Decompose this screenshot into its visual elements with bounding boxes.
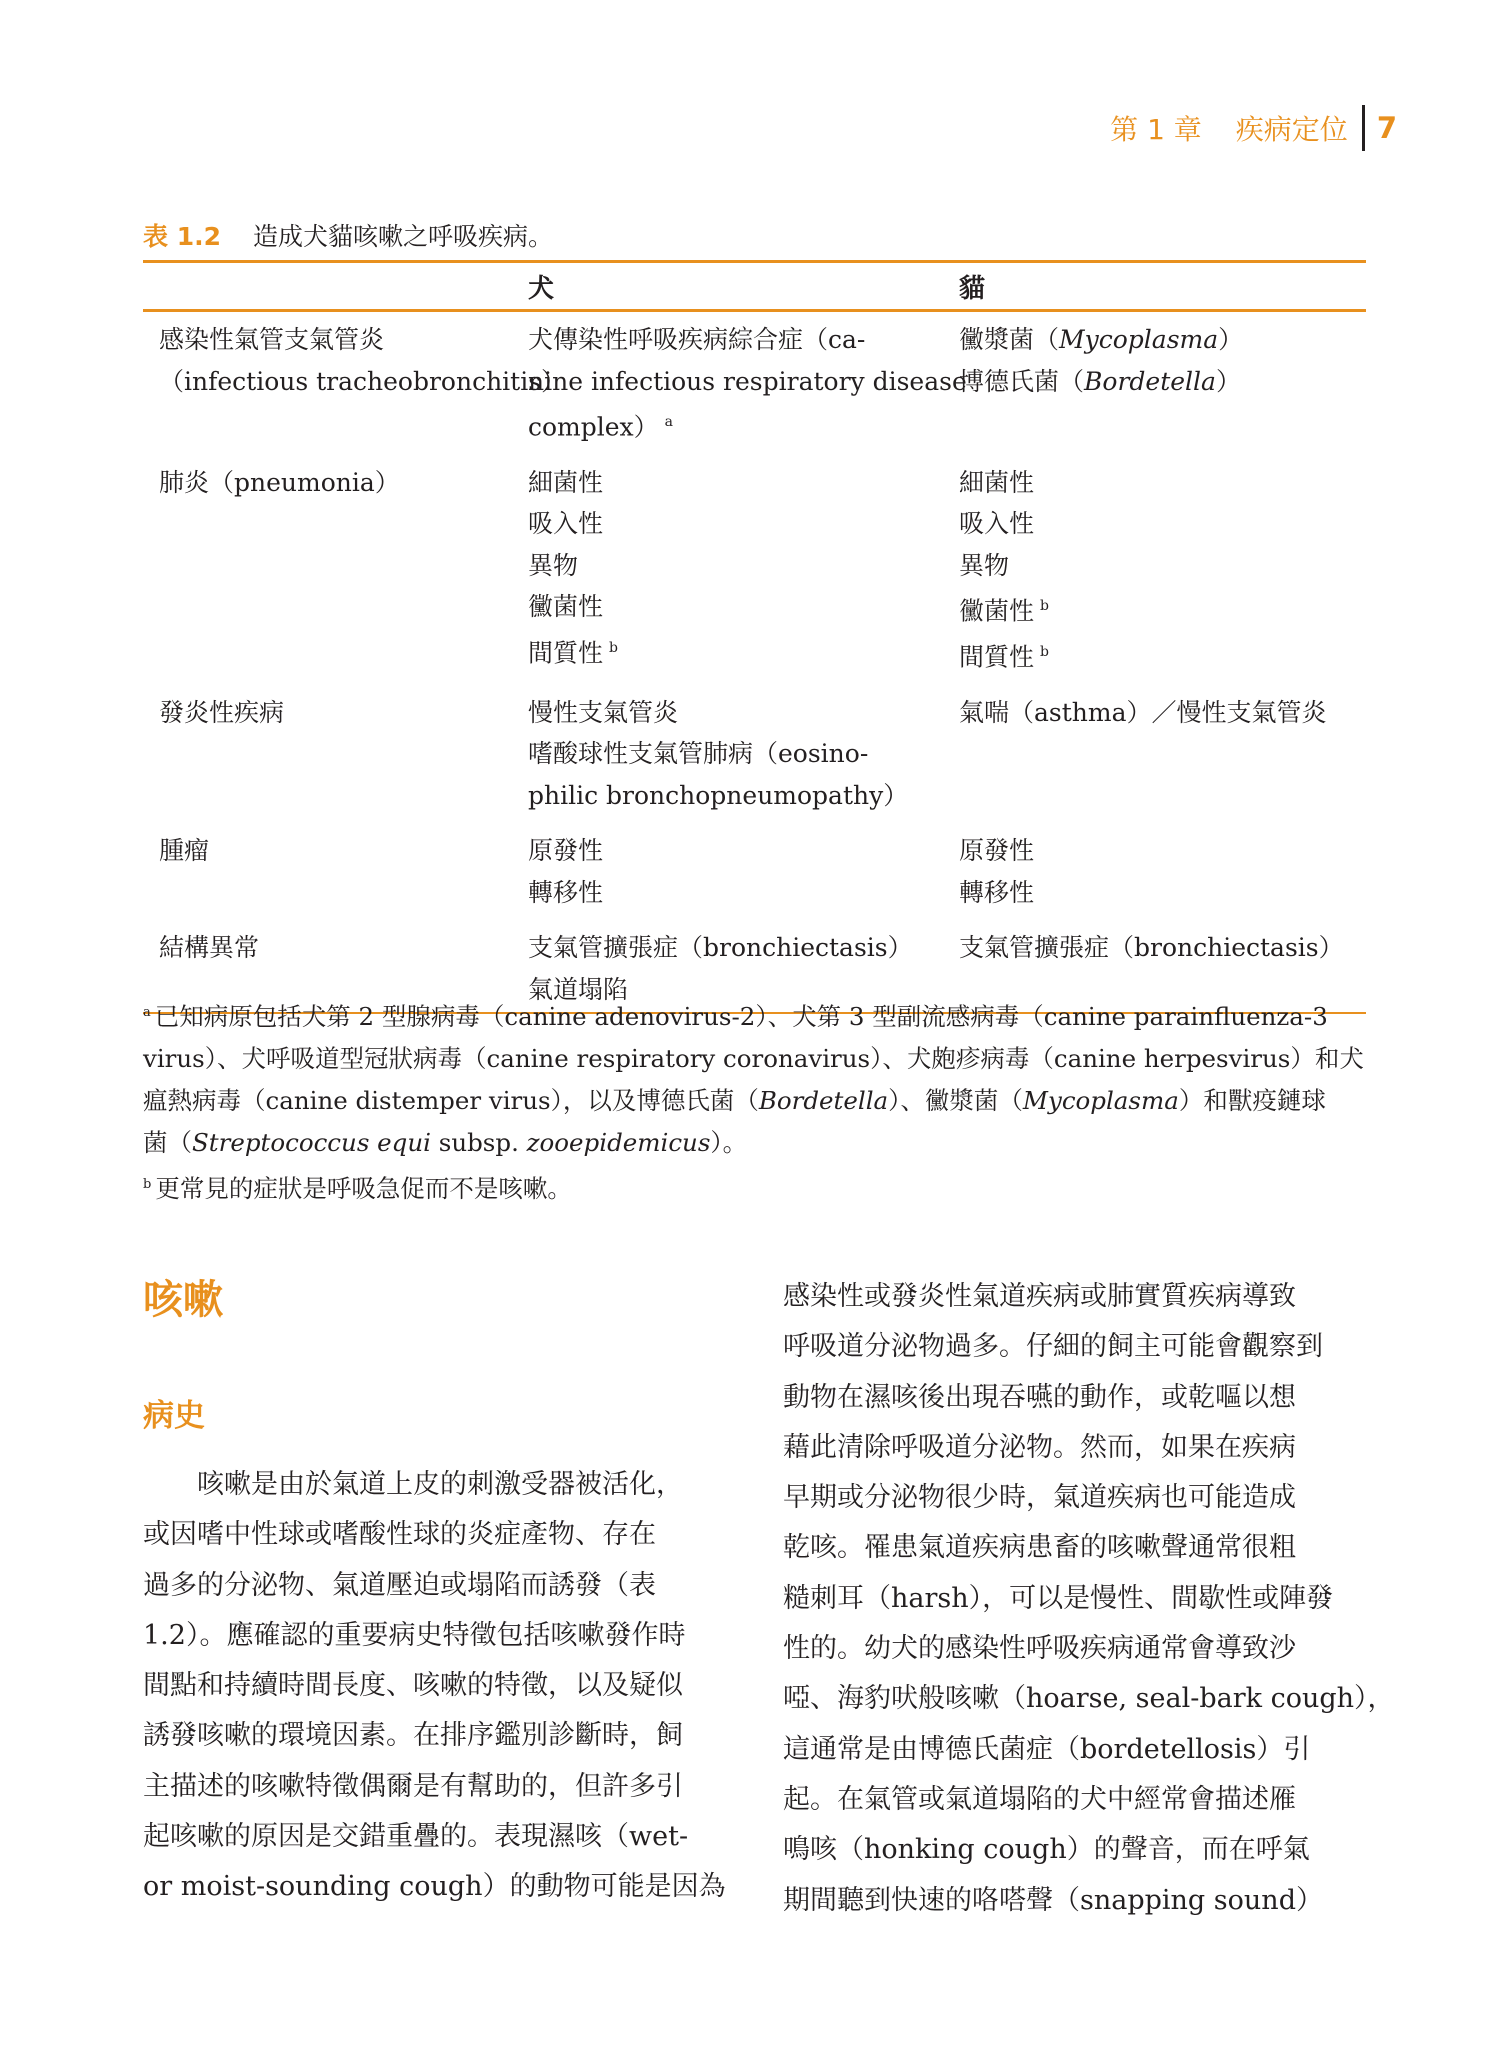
running-header [1110,104,1397,152]
text-line: 啞、海豹吠般咳嗽（hoarse, seal-bark cough）， [783,1683,1395,1715]
footnote-a-line: 瘟熱病毒（canine distemper virus），以及博德氏菌（Bordetella）、黴漿菌（Mycoplasma）和獸疫鏈球 [143,1086,1326,1116]
cell-line: 細菌性 [959,467,1035,497]
footnote-b-text: 更常見的症狀是呼吸急促而不是咳嗽。 [155,1174,572,1204]
cell-line [959,586,1366,632]
table-header-row [143,262,1366,311]
cell-line: 支氣管擴張症（bronchiectasis） [528,933,913,963]
cat-cell [941,454,1366,684]
condition-cell [143,454,516,684]
body-paragraph [143,1460,726,1913]
cell-line: 慢性支氣管炎 [528,697,679,727]
text-line: or moist-sounding cough）的動物可能是因為 [143,1871,726,1903]
footnote-ref: b [1040,598,1049,615]
table-row [143,684,1366,823]
header-divider [1362,105,1365,151]
footnote-ref: a [664,414,674,430]
footnote-a-line [143,992,1366,1038]
disease-table [143,260,1366,1014]
text-line: 期間聽到快速的咯嗒聲（snapping sound） [783,1884,1323,1916]
cell-line: 異物 [959,550,1010,580]
subsection-heading: 病史 [143,1398,205,1434]
text-line: 呼吸道分泌物過多。仔細的飼主可能會觀察到 [783,1331,1323,1363]
text-line: 起。在氣管或氣道塌陷的犬中經常會描述雁 [783,1783,1296,1815]
text-line: 間點和持續時間長度、咳嗽的特徵，以及疑似 [143,1670,683,1702]
footnote-b-line [143,1164,1366,1210]
cat-cell [941,822,1366,919]
cell-line: 異物 [528,550,579,580]
text-line: 動物在濕咳後出現吞嚥的動作，或乾嘔以想 [783,1381,1296,1413]
table-caption-text: 造成犬貓咳嗽之呼吸疾病。 [252,222,553,251]
text-line: 或因嗜中性球或嗜酸性球的炎症產物、存在 [143,1519,656,1551]
cell-line [528,402,941,448]
footnote-a-text: 已知病原包括犬第 2 型腺病毒（canine adenovirus-2）、犬第 3 型副流感病毒（canine parainfluenza-3 [154,1002,1328,1032]
footnote-b-mark: b [143,1177,152,1193]
table-footnotes [143,992,1366,1210]
table-caption [143,218,1366,256]
cell-line-text: 黴菌性 [959,596,1035,626]
text-line: 藉此清除呼吸道分泌物。然而，如果在疾病 [783,1431,1296,1463]
dog-cell [516,454,941,684]
cell-line-text: 間質性 [959,642,1035,672]
body-right-column [783,1272,1395,1926]
cell-line: 轉移性 [959,877,1035,907]
table-row [143,822,1366,919]
text-line: 乾咳。罹患氣道疾病患畜的咳嗽聲通常很粗 [783,1532,1296,1564]
table-row [143,454,1366,684]
cell-line: 原發性 [528,836,604,866]
cell-line-text: 間質性 [528,638,604,668]
dog-cell [516,684,941,823]
text-line: 感染性或發炎性氣道疾病或肺實質疾病導致 [783,1281,1296,1312]
text-line: 咳嗽是由於氣道上皮的刺激受器被活化， [143,1469,683,1500]
header-condition [143,262,516,311]
dog-cell [516,311,967,454]
condition-cell [143,311,567,454]
cell-line: 吸入性 [528,509,604,539]
text-line: 起咳嗽的原因是交錯重疊的。表現濕咳（wet- [143,1821,689,1853]
dog-cell [516,822,941,919]
cell-line [959,632,1366,678]
section-label: 疾病定位 [1235,113,1348,146]
cell-line: 黴漿菌（Mycoplasma） [959,325,1244,354]
footnote-a-line: virus）、犬呼吸道型冠狀病毒（canine respiratory coronavirus）、犬皰疹病毒（canine herpesvirus）和犬 [143,1044,1364,1074]
cell-line: 支氣管擴張症（bronchiectasis） [959,933,1344,963]
text-line: 1.2）。應確認的重要病史特徵包括咳嗽發作時 [143,1619,686,1651]
text-line: 主描述的咳嗽特徵偶爾是有幫助的，但許多引 [143,1770,683,1802]
footnote-a-mark: a [143,1005,151,1020]
cell-line: 嗜酸球性支氣管肺病（eosino- [528,739,869,769]
cell-line: nine infectious respiratory disease [528,366,967,396]
cell-line: 轉移性 [528,877,604,907]
text-line: 誘發咳嗽的環境因素。在排序鑑別診斷時，飼 [143,1720,683,1752]
text-line: 糙刺耳（harsh），可以是慢性、間歇性或陣發 [783,1582,1334,1614]
table-label: 表 1.2 [143,222,221,251]
cell-line: 結構異常 [159,933,260,963]
text-line: 早期或分泌物很少時，氣道疾病也可能造成 [783,1482,1296,1514]
footnote-ref: b [1040,644,1049,661]
table-block [143,218,1366,1014]
cell-line: 吸入性 [959,509,1035,539]
page-number: 7 [1376,111,1397,145]
cell-line: （infectious tracheobronchitis） [159,366,567,396]
cell-line [528,628,941,674]
section-heading: 咳嗽 [143,1277,223,1323]
body-paragraph [783,1272,1395,1926]
condition-cell [143,822,516,919]
cell-line: 氣喘（asthma）／慢性支氣管炎 [959,697,1327,727]
text-line: 過多的分泌物、氣道壓迫或塌陷而誘發（表 [143,1569,656,1601]
header-dog: 犬 [516,262,941,311]
cell-line: 氣道塌陷 [528,974,629,1004]
cell-line: 博德氏菌（Bordetella） [959,366,1241,396]
chapter-label: 第 1 章 [1110,113,1202,146]
cell-line: 黴菌性 [528,592,604,622]
cell-line: 感染性氣管支氣管炎 [159,325,385,354]
cell-line: 原發性 [959,836,1035,866]
cell-line: philic bronchopneumopathy） [528,780,909,810]
cell-line: 細菌性 [528,467,604,497]
header-cat: 貓 [941,262,1366,311]
body-left-column [143,1270,726,1903]
cell-line: 發炎性疾病 [159,697,285,727]
cell-line: 肺炎（pneumonia） [159,467,400,497]
cell-line-text: complex） [528,412,659,442]
cell-line: 犬傳染性呼吸疾病綜合症（ca- [528,325,866,354]
table-row [143,311,1366,454]
cat-cell [941,311,1366,454]
footnote-a-line: 菌（Streptococcus equi subsp. zooepidemicus）。 [143,1128,748,1158]
cat-cell [941,684,1366,823]
footnote-ref: b [609,639,618,656]
cell-line: 腫瘤 [159,836,210,866]
text-line: 性的。幼犬的感染性呼吸疾病通常會導致沙 [783,1633,1296,1665]
condition-cell [143,684,516,823]
text-line: 這通常是由博德氏菌症（bordetellosis）引 [783,1733,1311,1765]
text-line: 鳴咳（honking cough）的聲音，而在呼氣 [783,1834,1310,1866]
